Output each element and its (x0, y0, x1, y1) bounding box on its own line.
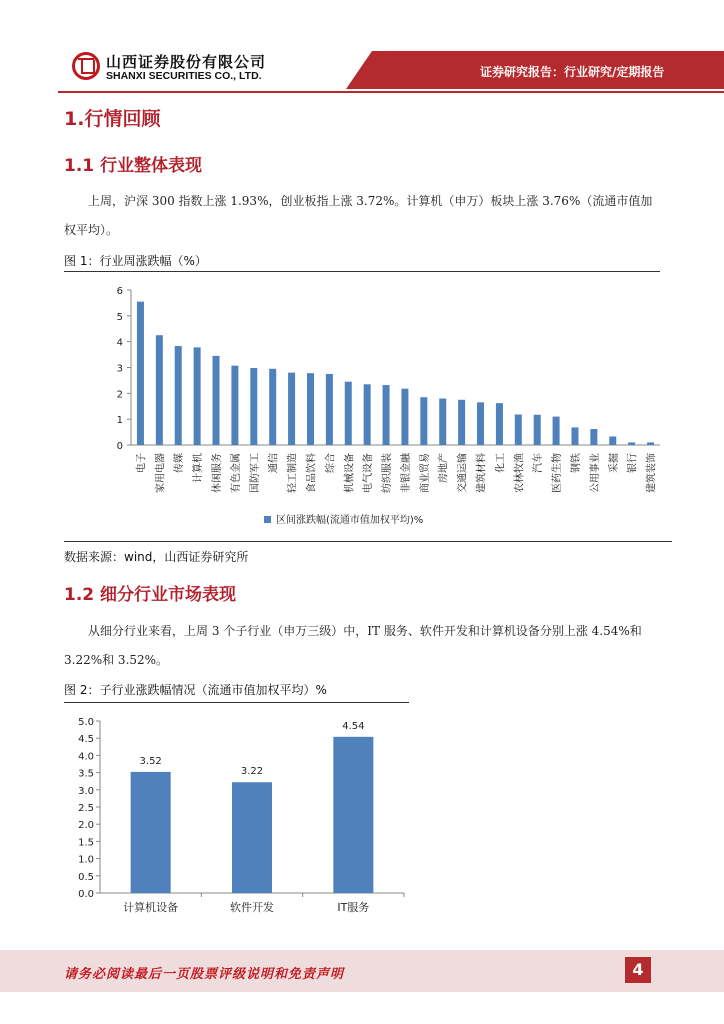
bar (326, 374, 333, 445)
x-tick-label: 农林牧渔 (514, 453, 526, 493)
x-tick-label: 医药生物 (552, 453, 564, 493)
bar (477, 402, 484, 445)
y-tick-label: 3.0 (78, 785, 94, 797)
header-divider (58, 91, 724, 93)
bar (364, 384, 371, 445)
figure-2-title: 图 2：子行业涨跌幅情况（流通市值加权平均）% (64, 683, 327, 697)
y-tick-label: 2.0 (78, 820, 94, 832)
bar (647, 442, 654, 445)
x-tick-label: 食品饮料 (306, 453, 318, 493)
y-tick-label: 4.5 (78, 734, 94, 746)
x-tick-label: 国防军工 (249, 453, 261, 493)
company-logo-icon (72, 52, 100, 80)
x-tick-label: 计算机设备 (123, 901, 179, 914)
y-tick-label: 1 (116, 415, 123, 427)
paragraph-subindustry: 从细分行业来看，上周 3 个子行业（申万三级）中，IT 服务、软件开发和计算机设备分别上涨 4.54%和 3.22%和 3.52%。 (64, 624, 642, 667)
bar (496, 403, 503, 445)
x-tick-label: 软件开发 (230, 901, 274, 914)
x-tick-label: 有色金属 (230, 453, 242, 493)
x-tick-label: 化工 (495, 453, 507, 473)
y-tick-label: 3.5 (78, 768, 94, 780)
x-tick-label: 电子 (136, 453, 148, 473)
data-label: 3.22 (240, 766, 264, 778)
legend-swatch (264, 516, 271, 523)
x-tick-label: 轻工制造 (287, 453, 299, 493)
x-tick-label: 电气设备 (363, 453, 375, 493)
legend-label: 区间涨跌幅(流通市值加权平均)% (276, 515, 424, 526)
report-type: 证券研究报告：行业研究/定期报告 (480, 65, 665, 79)
figure-1-top-rule (64, 271, 660, 272)
section-heading-1: 1.行情回顾 (64, 108, 161, 130)
y-tick-label: 3 (116, 363, 123, 375)
figure-1-title: 图 1：行业周涨跌幅（%） (64, 254, 207, 268)
x-tick-label: 传媒 (174, 453, 186, 473)
figure-2-top-rule (64, 702, 409, 703)
chart-industry-weekly-change (64, 276, 664, 538)
bar (288, 373, 295, 445)
x-tick-label: 采掘 (608, 453, 620, 473)
x-tick-label: 建筑装饰 (646, 453, 658, 493)
y-tick-label: 6 (116, 286, 123, 297)
data-label: 4.54 (342, 720, 365, 732)
y-tick-label: 2 (116, 389, 123, 401)
bar (194, 347, 201, 445)
page-number: 4 (625, 957, 651, 983)
bar (307, 373, 314, 445)
bar (269, 369, 276, 445)
bar (131, 772, 171, 893)
bar (383, 385, 390, 445)
bar (571, 427, 578, 445)
x-tick-label: IT服务 (337, 901, 370, 914)
company-name-cn: 山西证券股份有限公司 (106, 53, 267, 71)
bar (345, 382, 352, 445)
chart-subindustry-change (64, 708, 409, 928)
bar (232, 782, 272, 893)
bar (401, 389, 408, 445)
x-tick-label: 商业贸易 (419, 453, 431, 493)
bar (534, 415, 541, 445)
bar (231, 366, 238, 445)
y-tick-label: 4 (116, 337, 123, 349)
y-tick-label: 0.0 (78, 889, 94, 900)
paragraph-overview: 上周，沪深 300 指数上涨 1.93%，创业板指上涨 3.72%。计算机（申万）板块上涨 3.76%（流通市值加权平均）。 (64, 194, 653, 237)
bar (553, 417, 560, 445)
bar (137, 302, 144, 445)
data-label: 3.52 (139, 755, 162, 767)
x-tick-label: 汽车 (533, 453, 545, 473)
bar (458, 400, 465, 445)
x-tick-label: 家用电器 (155, 453, 167, 493)
x-tick-label: 房地产 (438, 453, 450, 483)
x-tick-label: 计算机 (193, 453, 205, 483)
company-name-en: SHANXI SECURITIES CO., LTD. (106, 70, 262, 82)
section-heading-1-2: 1.2 细分行业市场表现 (64, 585, 237, 605)
bar (213, 356, 220, 445)
x-tick-label: 钢铁 (570, 453, 582, 473)
y-tick-label: 4.0 (78, 751, 94, 763)
bar (333, 737, 373, 893)
bar (250, 368, 257, 445)
y-tick-label: 0.5 (78, 871, 94, 883)
footer-disclaimer: 请务必阅读最后一页股票评级说明和免责声明 (64, 967, 345, 982)
x-tick-label: 交通运输 (457, 453, 469, 493)
bar (175, 346, 182, 445)
x-tick-label: 建筑材料 (476, 453, 488, 493)
bar (156, 335, 163, 445)
bar (515, 415, 522, 445)
section-heading-1-1: 1.1 行业整体表现 (64, 156, 203, 176)
bar (420, 397, 427, 445)
x-tick-label: 综合 (325, 453, 337, 473)
x-tick-label: 公用事业 (589, 453, 601, 493)
x-tick-label: 银行 (627, 453, 639, 473)
y-tick-label: 1.5 (78, 837, 94, 849)
y-tick-label: 0 (116, 441, 123, 452)
x-tick-label: 通信 (268, 453, 280, 473)
data-source: 数据来源：wind，山西证券研究所 (64, 550, 249, 564)
x-tick-label: 机械设备 (344, 453, 356, 493)
y-tick-label: 5 (116, 311, 123, 323)
y-tick-label: 2.5 (78, 803, 94, 814)
figure-1-bottom-rule (64, 541, 672, 542)
bar (590, 429, 597, 445)
x-tick-label: 非银金融 (400, 453, 412, 493)
x-tick-label: 纺织服装 (382, 453, 394, 493)
y-tick-label: 1.0 (78, 854, 94, 866)
bar (609, 436, 616, 445)
x-tick-label: 休闲服务 (212, 453, 224, 493)
bar (628, 442, 635, 445)
bar (439, 399, 446, 446)
y-tick-label: 5.0 (78, 717, 94, 728)
